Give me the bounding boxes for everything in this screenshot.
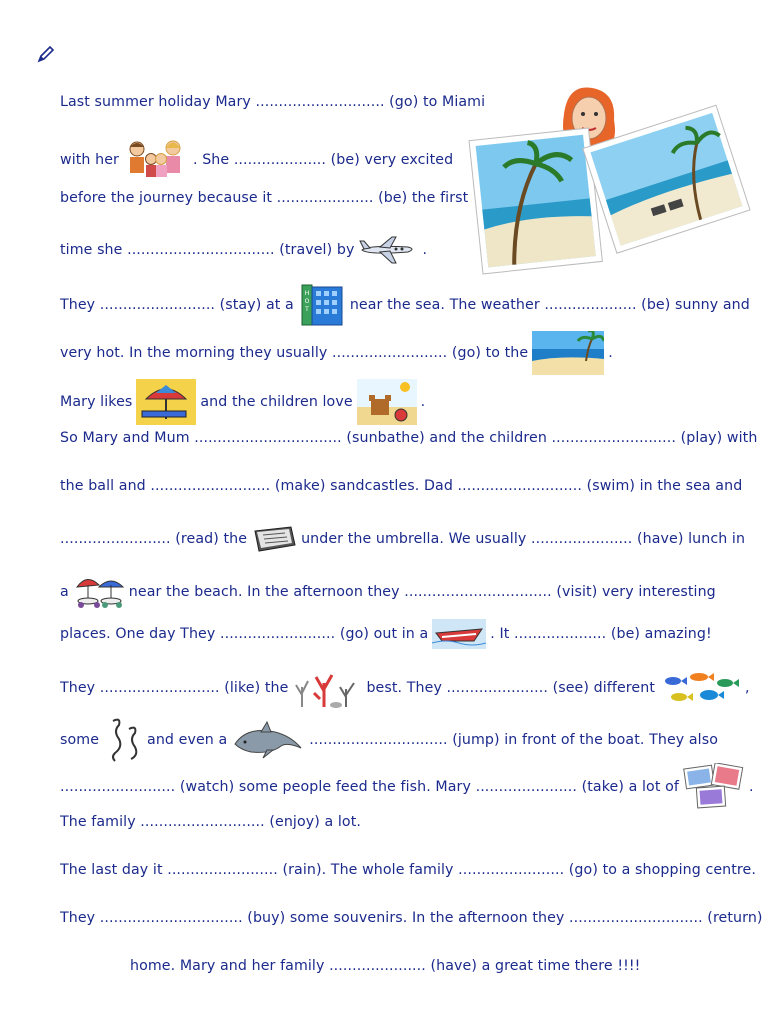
text-line-18: They ............................... (buy) some souvenirs. In the afternoon they ............................. (return) bbox=[60, 910, 763, 926]
text-line-15: ......................... (watch) some people feed the fish. Mary ...................... (take) a lot of . bbox=[60, 763, 754, 811]
text-line-13: They .......................... (like) the best. They ...................... (see) different , bbox=[60, 667, 750, 709]
dolphin-icon bbox=[231, 720, 305, 760]
newspaper-icon bbox=[251, 523, 297, 555]
seahorse-icon bbox=[103, 715, 143, 765]
text-line-8: So Mary and Mum ................................ (sunbathe) and the children ........................... (play) with bbox=[60, 430, 758, 446]
svg-text:O: O bbox=[304, 298, 310, 305]
coral-reef-icon bbox=[292, 667, 362, 709]
restaurant-icon bbox=[73, 571, 125, 613]
text-line-12: places. One day They ......................... (go) out in a . It .................... (be) amazing! bbox=[60, 619, 712, 649]
boat-icon bbox=[432, 619, 486, 649]
text-line-3: before the journey because it ..................... (be) the first bbox=[60, 190, 469, 206]
text-line-10: ........................ (read) the under the umbrella. We usually ...................... (have) lunch in bbox=[60, 523, 745, 555]
beach-photos-illustration bbox=[468, 84, 756, 276]
text-line-4: time she ................................ (travel) by . bbox=[60, 235, 427, 265]
text-line-1: Last summer holiday Mary ............................ (go) to Miami bbox=[60, 94, 486, 110]
svg-text:H: H bbox=[304, 290, 310, 297]
text-line-9: the ball and .......................... (make) sandcastles. Dad ........................... (swim) in the sea and bbox=[60, 478, 743, 494]
hotel-icon bbox=[298, 283, 346, 327]
airplane-icon bbox=[358, 235, 418, 265]
text-line-14: some and even a .............................. (jump) in front of the boat. They also bbox=[60, 715, 718, 765]
text-line-17: The last day it ........................ (rain). The whole family ....................... (go) to a shopping centre. bbox=[60, 862, 756, 878]
sandcastle-icon bbox=[357, 379, 417, 425]
text-line-6: very hot. In the morning they usually ......................... (go) to the . bbox=[60, 331, 613, 375]
text-line-2: with her . She .................... (be) very excited bbox=[60, 139, 453, 181]
text-line-16: The family ........................... (enjoy) a lot. bbox=[60, 814, 361, 830]
text-line-7: Mary likes and the children love . bbox=[60, 379, 425, 425]
svg-text:T: T bbox=[304, 306, 309, 313]
family-icon bbox=[123, 139, 189, 181]
pencil-icon bbox=[36, 44, 56, 64]
photos-icon bbox=[683, 763, 745, 811]
sunbathing-icon bbox=[136, 379, 196, 425]
text-line-11: a near the beach. In the afternoon they ................................ (visit) very interesting bbox=[60, 571, 716, 613]
fish-icon bbox=[659, 669, 741, 707]
beach-icon bbox=[532, 331, 604, 375]
text-line-19: home. Mary and her family ..................... (have) a great time there !!!! bbox=[130, 958, 641, 974]
text-line-5: They ......................... (stay) at a H O T near the sea. The weather .................... (be) sunny and bbox=[60, 283, 750, 327]
